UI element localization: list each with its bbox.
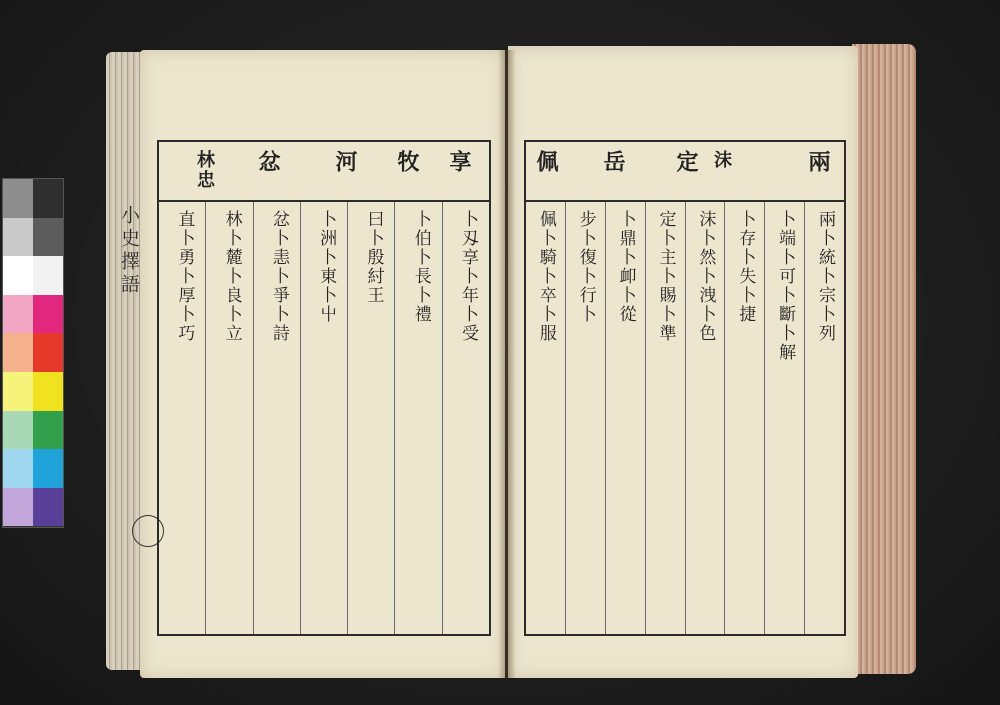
left-columns bbox=[159, 202, 489, 634]
color-swatch bbox=[3, 372, 33, 411]
column-text: 步卜復卜行卜 bbox=[575, 210, 596, 324]
color-swatch bbox=[3, 256, 33, 295]
text-column bbox=[442, 202, 489, 634]
color-swatch bbox=[33, 218, 63, 257]
column-text: 林卜麓卜良卜立 bbox=[221, 210, 242, 343]
column-text: 直卜勇卜厚卜巧 bbox=[174, 210, 195, 343]
right-header-band bbox=[526, 142, 844, 202]
column-text: 忿卜恚卜爭卜詩 bbox=[268, 210, 289, 343]
header-char: 岳 bbox=[600, 150, 626, 174]
color-swatch bbox=[33, 295, 63, 334]
color-swatch bbox=[33, 256, 63, 295]
column-text: 定卜主卜賜卜準 bbox=[655, 210, 676, 343]
color-calibration-strip bbox=[2, 178, 64, 528]
right-page-frame bbox=[524, 140, 846, 636]
text-column bbox=[645, 202, 685, 634]
text-column bbox=[605, 202, 645, 634]
column-text: 卜存卜失卜捷 bbox=[735, 210, 756, 324]
column-text: 兩卜統卜宗卜列 bbox=[815, 210, 835, 343]
text-column bbox=[804, 202, 844, 634]
color-swatch bbox=[33, 179, 63, 218]
column-text: 卜鼎卜卹卜從 bbox=[615, 210, 636, 324]
header-char: 兩 bbox=[805, 150, 831, 174]
color-swatch bbox=[33, 411, 63, 450]
text-column bbox=[253, 202, 300, 634]
color-swatch bbox=[3, 218, 33, 257]
text-column bbox=[724, 202, 764, 634]
text-column bbox=[394, 202, 441, 634]
text-column bbox=[347, 202, 394, 634]
header-char: 佩 bbox=[533, 150, 559, 174]
header-char: 沫 bbox=[711, 150, 732, 170]
color-swatch bbox=[33, 488, 63, 527]
color-swatch bbox=[3, 411, 33, 450]
text-column bbox=[764, 202, 804, 634]
column-text: 沫卜然卜洩卜色 bbox=[695, 210, 716, 343]
column-text: 卜端卜可卜斷卜解 bbox=[775, 210, 796, 362]
header-char: 忿 bbox=[255, 150, 281, 174]
color-swatch bbox=[3, 295, 33, 334]
header-char: 享 bbox=[446, 150, 472, 174]
text-column bbox=[685, 202, 725, 634]
header-char: 定 bbox=[673, 150, 699, 174]
column-text: 曰卜殷紂王 bbox=[363, 210, 384, 305]
column-text: 卜刄享卜年卜受 bbox=[458, 210, 478, 343]
left-page-frame bbox=[157, 140, 491, 636]
color-swatch bbox=[33, 372, 63, 411]
header-char: 林忠 bbox=[194, 150, 215, 190]
column-text: 佩卜騎卜卒卜服 bbox=[535, 210, 556, 343]
left-header-band bbox=[159, 142, 489, 202]
header-char: 牧 bbox=[394, 150, 420, 174]
text-column bbox=[205, 202, 252, 634]
color-swatch bbox=[3, 179, 33, 218]
right-columns bbox=[526, 202, 844, 634]
color-swatch bbox=[3, 333, 33, 372]
text-column bbox=[300, 202, 347, 634]
book-fore-edge-right bbox=[852, 44, 916, 674]
color-swatch bbox=[33, 449, 63, 488]
header-char: 河 bbox=[332, 150, 358, 174]
color-swatch bbox=[3, 449, 33, 488]
book-gutter bbox=[498, 50, 516, 678]
column-text: 卜洲卜東卜屮 bbox=[316, 210, 337, 324]
text-column bbox=[159, 202, 205, 634]
text-column bbox=[526, 202, 565, 634]
margin-title: 小史擇語 bbox=[118, 205, 140, 297]
color-swatch bbox=[3, 488, 33, 527]
column-text: 卜伯卜長卜禮 bbox=[410, 210, 431, 324]
text-column bbox=[565, 202, 605, 634]
color-swatch bbox=[33, 333, 63, 372]
